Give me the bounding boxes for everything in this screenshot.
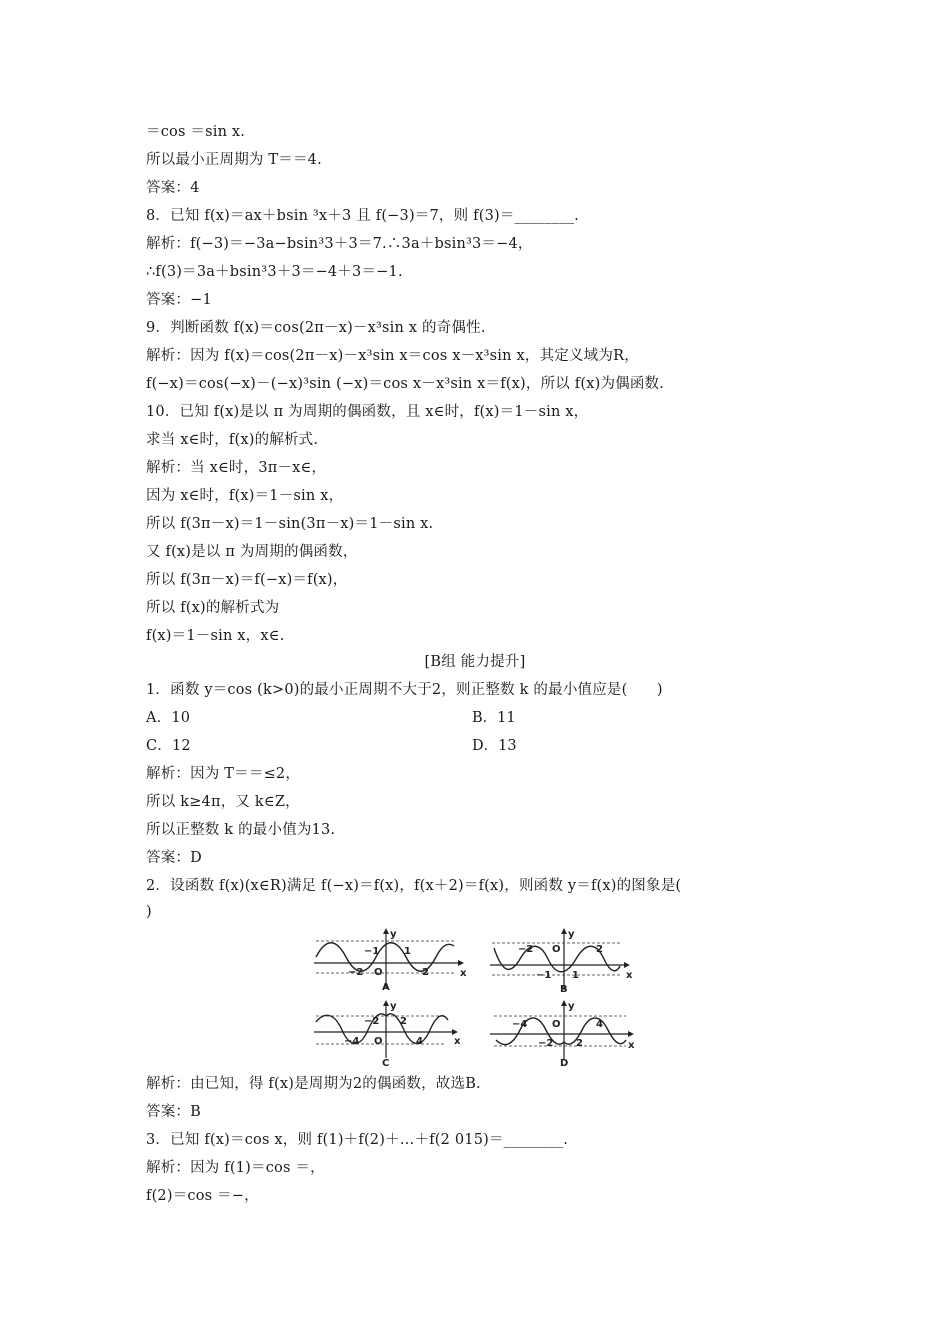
axis-y-label: y: [568, 1001, 575, 1012]
answer-line: 答案：B: [146, 1104, 201, 1120]
tick-label: −4: [512, 1019, 528, 1030]
tick-label: −4: [344, 1036, 360, 1047]
text-line: ): [146, 904, 152, 920]
tick-label: −2: [518, 944, 534, 955]
text-line: 所以 f(x)的解析式为: [146, 600, 280, 616]
axis-x-label: x: [454, 1036, 461, 1047]
text-line: 求当 x∈时，f(x)的解析式.: [146, 432, 319, 448]
text-line: 所以最小正周期为 T＝＝4.: [146, 152, 322, 168]
text-line: 解析：因为 T＝＝≤2，: [146, 766, 301, 782]
option-a: A．10: [146, 710, 191, 726]
answer-line: 答案：D: [146, 850, 202, 866]
tick-label: 2: [576, 1038, 583, 1049]
question-9: 9．判断函数 f(x)＝cos(2π－x)－x³sin x 的奇偶性.: [146, 320, 486, 336]
axis-y-label: y: [568, 929, 575, 940]
tick-label: 2: [596, 944, 603, 955]
tick-label: −1: [364, 946, 380, 957]
graph-d: [488, 1000, 638, 1068]
text-line: 答案：4: [146, 180, 200, 196]
tick-label: O: [552, 944, 561, 955]
tick-label: −2: [364, 1016, 380, 1027]
graph-letter: A: [382, 982, 390, 990]
text-line: ∴f(3)＝3a＋bsin³3＋3＝−4＋3＝−1.: [146, 264, 403, 280]
tick-label: 4: [596, 1019, 603, 1030]
axis-x-label: x: [628, 1040, 635, 1051]
option-c: C．12: [146, 738, 191, 754]
question-b3: 3．已知 f(x)＝cos x，则 f(1)＋f(2)＋…＋f(2 015)＝________.: [146, 1132, 569, 1148]
axis-x-label: x: [460, 968, 467, 979]
question-8: 8．已知 f(x)＝ax＋bsin ³x＋3 且 f(−3)＝7，则 f(3)＝________.: [146, 208, 579, 224]
tick-label: −2: [538, 1038, 554, 1049]
tick-label: O: [374, 967, 383, 978]
tick-label: O: [552, 1019, 561, 1030]
text-line: 解析：当 x∈时，3π－x∈，: [146, 460, 327, 476]
text-line: 解析：因为 f(1)＝cos ＝，: [146, 1160, 325, 1176]
option-d: D．13: [472, 738, 517, 754]
text-line: 解析：因为 f(x)＝cos(2π－x)－x³sin x＝cos x－x³sin x，其定义域为R，: [146, 348, 639, 364]
graph-c: [312, 1000, 472, 1068]
tick-label: −2: [348, 967, 364, 978]
tick-label: 1: [404, 946, 411, 957]
axis-y-label: y: [390, 929, 397, 940]
question-b2: 2．设函数 f(x)(x∈R)满足 f(−x)＝f(x)，f(x＋2)＝f(x)，则函数 y＝f(x)的图象是(: [146, 878, 682, 894]
graph-letter: D: [560, 1058, 569, 1068]
graph-a: [312, 928, 472, 990]
graph-letter: B: [560, 984, 568, 994]
text-line: f(x)＝1－sin x，x∈.: [146, 628, 285, 644]
question-b1: 1．函数 y＝cos (k>0)的最小正周期不大于2，则正整数 k 的最小值应是( ): [146, 682, 663, 698]
tick-label: 2: [422, 967, 429, 978]
graph-b: [488, 928, 638, 994]
text-line: 所以 k≥4π，又 k∈Z，: [146, 794, 300, 810]
text-line: ＝cos ＝sin x.: [146, 124, 246, 140]
text-line: 因为 x∈时，f(x)＝1－sin x，: [146, 488, 344, 504]
text-line: 解析：f(−3)＝−3a−bsin³3＋3＝7.∴3a＋bsin³3＝−4，: [146, 236, 533, 252]
text-line: 所以正整数 k 的最小值为13.: [146, 822, 336, 838]
text-line: 又 f(x)是以 π 为周期的偶函数，: [146, 544, 358, 560]
tick-label: −1: [536, 970, 552, 981]
question-10: 10．已知 f(x)是以 π 为周期的偶函数，且 x∈时，f(x)＝1－sin x，: [146, 404, 589, 420]
axis-y-label: y: [390, 1001, 397, 1012]
option-b: B．11: [472, 710, 516, 726]
text-line: f(−x)＝cos(−x)－(−x)³sin (−x)＝cos x－x³sin x＝f(x)，所以 f(x)为偶函数.: [146, 376, 665, 392]
text-line: f(2)＝cos ＝−，: [146, 1188, 259, 1204]
text-line: 解析：由已知，得 f(x)是周期为2的偶函数，故选B.: [146, 1076, 481, 1092]
tick-label: 2: [400, 1016, 407, 1027]
graph-letter: C: [382, 1058, 390, 1068]
axis-x-label: x: [626, 970, 633, 981]
tick-label: O: [374, 1036, 383, 1047]
text-line: 所以 f(3π－x)＝f(−x)＝f(x)，: [146, 572, 348, 588]
section-title: [B组 能力提升]: [424, 654, 526, 670]
text-line: 所以 f(3π－x)＝1－sin(3π－x)＝1－sin x.: [146, 516, 434, 532]
text-line: 答案：−1: [146, 292, 212, 308]
tick-label: 4: [416, 1036, 423, 1047]
tick-label: 1: [572, 970, 579, 981]
